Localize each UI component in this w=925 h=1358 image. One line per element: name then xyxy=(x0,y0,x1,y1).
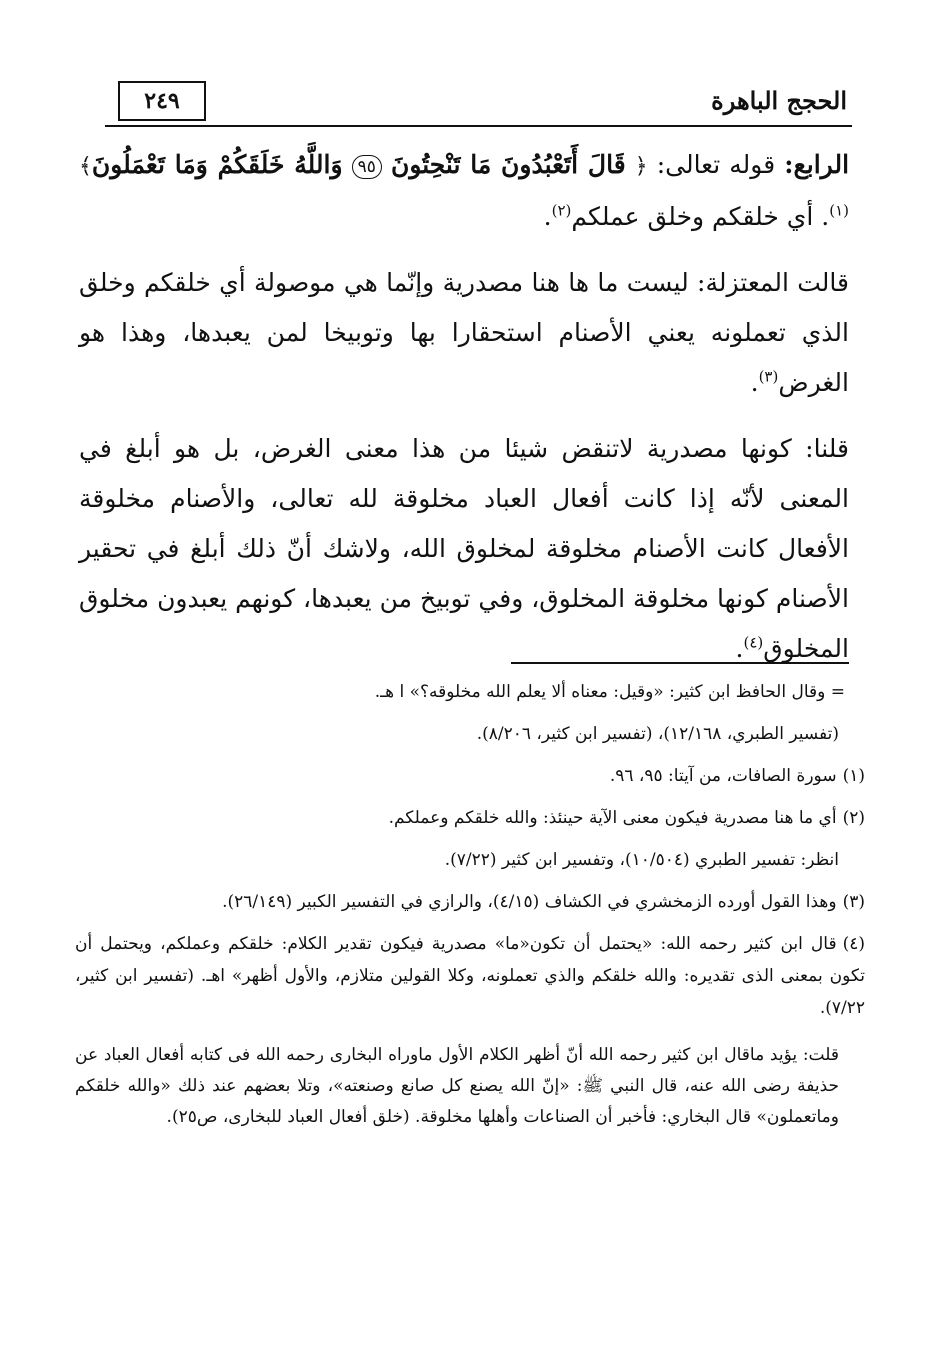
footnote-4-commentary: قلت: يؤيد ماقال ابن كثير رحمه الله أنّ أظهر الكلام الأول ماوراه البخارى رحمه الله فى كتابه أفعال العباد عن حذيفة رضى الله عنه، قال النبي ﷺ: «إنّ الله يصنع كل صانع وصنعته»، وتلا بعضهم عند ذلك «والله خلقكم وماتعملون» قال البخاري: فأخبر أن الصناعات وأهلها مخلوقة. (خلق أفعال العباد للبخارى، ص٢٥). xyxy=(75,1045,839,1127)
footnote-number: (٤) xyxy=(842,934,865,954)
paragraph-response xyxy=(79,424,849,674)
footnote-2 xyxy=(75,802,865,834)
footnotes xyxy=(75,676,865,1143)
header-rule xyxy=(105,125,852,127)
footnote-text: أي ما هنا مصدرية فيكون معنى الآية حينئذ: والله خلقكم وعملكم. xyxy=(388,808,837,828)
paragraph-end: . xyxy=(543,202,552,231)
paragraph-fourth xyxy=(79,140,849,242)
quran-verse-part-1: قَالَ أَتَعْبُدُونَ مَا تَنْحِتُونَ xyxy=(390,150,626,179)
footnote-ref-3: (٣) xyxy=(758,367,779,386)
paragraph-lead: الرابع: xyxy=(784,150,850,179)
page-number-box xyxy=(118,81,206,121)
quran-bracket-close: ﴾ xyxy=(79,154,92,179)
footnote-continuation-citation: (تفسير الطبري، ١٢/١٦٨)، (تفسير ابن كثير، ٨/٢٠٦). xyxy=(476,724,839,744)
main-text xyxy=(79,140,849,690)
paragraph-end: . xyxy=(750,368,759,397)
quran-bracket-open: ﴿ xyxy=(634,154,648,179)
paragraph-text: قلنا: كونها مصدرية لاتنقض شيئا من هذا معنى الغرض، بل هو أبلغ في المعنى لأنّه إذا كانت أفعال العباد مخلوقة لله تعالى، والأصنام مخلوقة الأفعال كانت الأصنام مخلوقة لمخلوق الله، ولاشك أنّ ذلك أبلغ في تحقير الأصنام كونها مخلوقة المخلوق، وفي توبيخ من يعبدها، كونهم يعبدون مخلوق المخلوق xyxy=(79,434,849,663)
footnote-3 xyxy=(75,886,865,918)
footnote-continuation: = وقال الحافظ ابن كثير: «وقيل: معناه ألا يعلم الله مخلوقه؟» ا هـ. xyxy=(374,682,845,702)
page-number: ٢٤٩ xyxy=(144,88,180,114)
footnote-number: (١) xyxy=(842,766,865,786)
footnote-ref-4: (٤) xyxy=(743,633,764,652)
paragraph-mutazila xyxy=(79,258,849,408)
footnote-2-citation: انظر: تفسير الطبري (١٠/٥٠٤)، وتفسير ابن كثير (٧/٢٢). xyxy=(444,850,839,870)
footnote-text: سورة الصافات، من آيتا: ٩٥، ٩٦. xyxy=(609,766,837,786)
footnote-number: (٣) xyxy=(842,892,865,912)
footnote-1 xyxy=(75,760,865,792)
footnote-4 xyxy=(75,928,865,1024)
footnote-text: قال ابن كثير رحمه الله: «يحتمل أن تكون«ما» مصدرية فيكون تقدير الكلام: خلقكم وعملكم، ويحتمل أن تكون بمعنى الذى تقديره: والله خلقكم والذي تعملونه، وكلا القولين متلازم، والأول أظهر» اهـ. (تفسير ابن كثير، ٧/٢٢). xyxy=(75,934,865,1018)
paragraph-end: . xyxy=(735,634,744,663)
footnote-number: (٢) xyxy=(842,808,865,828)
running-title: الحجج الباهرة xyxy=(711,86,847,115)
verse-number: ٩٥ xyxy=(352,155,382,179)
footnote-separator xyxy=(511,662,849,664)
footnote-text: وهذا القول أورده الزمخشري في الكشاف (٤/١٥)، والرازي في التفسير الكبير (٢٦/١٤٩). xyxy=(222,892,837,912)
paragraph-text: قالت المعتزلة: ليست ما ها هنا مصدرية وإنّما هي موصولة أي خلقكم وخلق الذي تعملونه يعني الأصنام استحقارا بها وتوبيخا لمن يعبدها، وهذا هو الغرض xyxy=(79,268,849,397)
verse-explanation: . أي خلقكم وخلق عملكم xyxy=(571,202,830,231)
quran-verse-part-2: وَاللَّهُ خَلَقَكُمْ وَمَا تَعْمَلُونَ xyxy=(91,150,343,179)
verse-intro: قوله تعالى: xyxy=(656,150,776,179)
footnote-ref-1: (١) xyxy=(829,201,849,220)
footnote-ref-2: (٢) xyxy=(551,201,572,220)
